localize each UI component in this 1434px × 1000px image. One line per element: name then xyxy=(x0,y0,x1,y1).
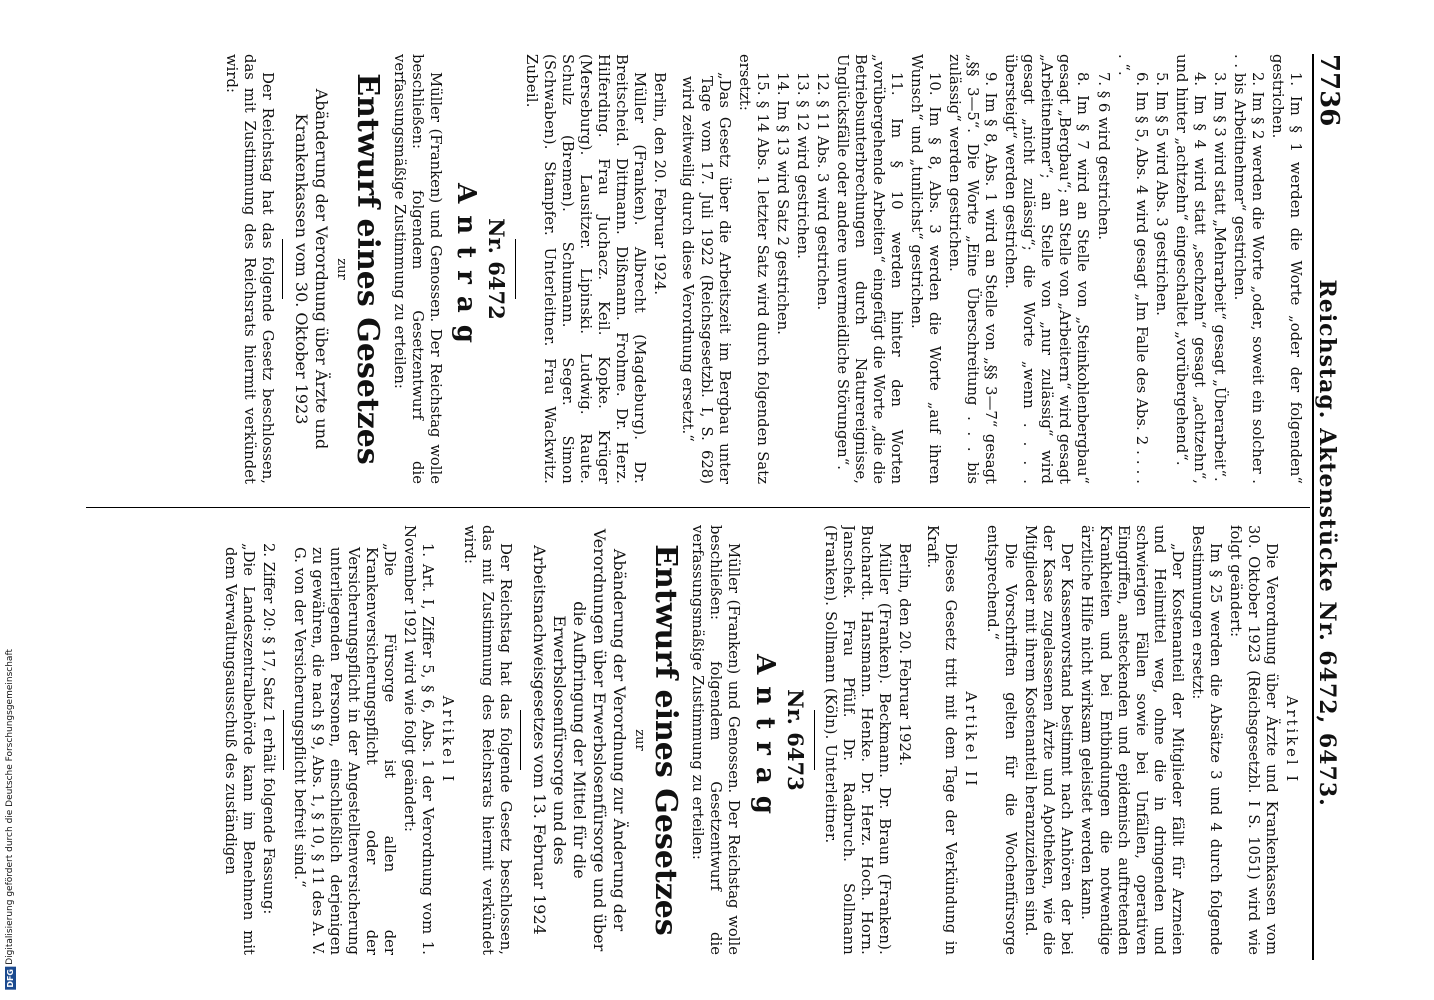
text-line: 4. Im § 4 wird statt „sechzehn“ gesagt „achtzehn“, und hinter „achtzehn“ eingeschaltet „vorübergehend“. xyxy=(1172,54,1208,484)
antrag-heading: Antrag xyxy=(451,183,482,355)
document-number: Nr. 6472 xyxy=(484,218,510,320)
divider-rule xyxy=(283,710,284,770)
text-line: 13. § 12 wird gestrichen. xyxy=(793,72,811,259)
divider-rule xyxy=(521,710,522,770)
text-line: 1. Im § 1 werden die Worte „oder der folgenden“ gestrichen. xyxy=(1268,54,1304,484)
text-line: Dieses Gesetz tritt mit dem Tage der Verkündung in Kraft. xyxy=(924,525,960,955)
artikel-heading: Artikel II xyxy=(962,691,980,789)
quoted-text: „Die Fürsorge ist allen der Krankenversicherungspflicht oder der Versicherungspflicht in der Angestelltenversicherung unterliegenden Personen, einschließlich derjenigen zu gewähren, die nach § 9, Abs. 1, § 10, § 11 des A. V. G. von der Versicherungspflicht befreit sind.“ xyxy=(290,543,399,955)
document-number: Nr. 6473 xyxy=(782,689,808,791)
text-line: 11. Im § 10 werden hinter den Worten „vorübergehende Arbeiten“ eingefügt die Worte „die die Betriebsunterbrechungen durch Naturereignisse, Unglücksfälle oder andere unvermeidliche Störungen“. xyxy=(833,54,906,484)
law-subtitle: Abänderung der Verordnung über Ärzte und Krankenkassen vom 30. Oktober 1923 xyxy=(291,88,331,450)
text-line: 8. Im § 7 wird an Stelle von „Steinkohlenbergbau“ gesagt „Bergbau“; an Stelle von „Arbeitern“ wird gesagt „Arbeitnehmer“; an Stelle von „nur zulässig“ wird gesagt „nicht zulässig“; die Worte „wenn . . . . übersteigt“ werden gestrichen. xyxy=(1002,54,1092,484)
text-line: Die Verordnung über Ärzte und Krankenkassen vom 30. Oktober 1923 (Reichsgesetzbl. I S. 1051) wird wie folgt geändert: xyxy=(1226,525,1280,955)
divider-rule xyxy=(515,239,516,299)
text-line: 3. Im § 3 wird statt „Mehrarbeit“ gesagt „Überarbeit“. xyxy=(1210,72,1228,482)
text-line: 2. Im § 2 werden die Worte „oder, soweit ein solcher . . . bis Arbeitnehmer“ gestrichen. xyxy=(1230,54,1266,484)
quoted-text: „Der Kostenanteil der Mitglieder fällt für Arzneien und Heilmittel weg, ohne die in dringenden und schwierigen Fällen sowie bei Unfällen, operativen Eingriffen, ansteckenden und epidemisch auftretenden Krankheiten und bei Entbindungen die notwendige ärztliche Hilfe nicht wirksam geleistet werden kann. xyxy=(1078,525,1186,955)
text-line: 5. Im § 5 wird Abs. 3 gestrichen. xyxy=(1152,72,1170,316)
divider-rule xyxy=(814,710,815,770)
antrag-heading: Antrag xyxy=(750,654,781,826)
quoted-text: Der Kassenvorstand bestimmt nach Anhören der bei der Kasse zugelassenen Ärzte und Apotheken, wie die Mitglieder mit ihrem Kostenanteil heranzuziehen sind. xyxy=(1022,525,1076,955)
text-line: 15. § 14 Abs. 1 letzter Satz wird durch folgenden Satz ersetzt: xyxy=(735,54,771,484)
text-line: 2. Ziffer 20: § 17, Satz 1 erhält folgende Fassung: xyxy=(259,543,277,915)
closing-text: Der Reichstag hat das folgende Gesetz beschlossen, das mit Zustimmung des Reichsrats hiermit verkündet wird: xyxy=(222,54,276,484)
date-line: Berlin, den 20. Februar 1924. xyxy=(651,72,669,296)
footer-text: Digitalisierung gefördert durch die Deutsche Forschungsgemeinschaft xyxy=(5,648,15,965)
text-line: 1. Art. I, Ziffer 5, § 6, Abs. 1 der Verordnung vom 1. November 1921 wird wie folgt geändert: xyxy=(401,525,437,955)
text-line: 9. Im § 8, Abs. 1 wird an Stelle von „§§ 3—7“ gesagt „§§ 3—5“. Die Worte „Eine Überschreitung . . . bis zulässig“ werden gestrichen. xyxy=(946,54,1000,484)
artikel-heading: Artikel I xyxy=(1283,695,1300,785)
quoted-text: Die Vorschriften gelten für die Wochenfürsorge entsprechend.“ xyxy=(984,525,1020,955)
divider-rule xyxy=(282,239,283,299)
document-page xyxy=(72,20,1362,980)
dfg-logo: DFG xyxy=(5,969,15,988)
entwurf-heading: Entwurf eines Gesetzes xyxy=(648,544,684,936)
text-line: 10. Im § 8, Abs. 3 werden die Worte „auf ihren Wunsch“ und „tunlichst“ gestrichen. xyxy=(908,54,944,484)
right-column xyxy=(92,525,1304,955)
zur-label: zur xyxy=(333,258,349,280)
antrag-text: Müller (Franken) und Genossen. Der Reichstag wolle beschließen: folgendem Gesetzentwurf die verfassungsmäßige Zustimmung zu erteilen: xyxy=(689,525,743,955)
page-number: 7736 xyxy=(1314,54,1344,127)
left-column xyxy=(92,54,1304,484)
text-line: 7. § 6 wird gestrichen. xyxy=(1094,72,1112,241)
closing-text: Der Reichstag hat das folgende Gesetz beschlossen, das mit Zustimmung des Reichsrats hiermit verkündet wird: xyxy=(461,525,515,955)
date-line: Berlin, den 20. Februar 1924. xyxy=(896,543,914,767)
signatures: Müller (Franken). Albrecht (Magdeburg). Dr. Breitscheid. Dittmann. Dißmann. Frohme. Dr. Herz. Hilferding. Frau Juchacz. Keil. Kopke. Krüger (Merseburg). Lausitzer. Lipinski. Ludwig. Raute. Schulz (Bremen). Schumann. Seger. Simon (Schwaben). Stampfer. Unterleitner. Frau Wackwitz. Zubeil. xyxy=(523,54,649,484)
page-header xyxy=(1312,54,1348,960)
column-divider xyxy=(86,507,1310,508)
signatures: Müller (Franken). Beckmann. Dr. Braun (Franken). Buchardt. Hansmann. Henke. Dr. Herz. Hoch. Horn. Janschek. Frau Pfülf. Dr. Radbruch. Sollmann (Franken). Sollmann (Köln). Unterleitner. xyxy=(821,525,894,955)
artikel-heading: Artikel I xyxy=(439,695,457,785)
text-line: 12. § 11 Abs. 3 wird gestrichen. xyxy=(813,72,831,311)
text-line: 14. Im § 13 wird Satz 2 gestrichen. xyxy=(773,72,791,335)
footer-credit xyxy=(2,10,18,990)
entwurf-heading: Entwurf eines Gesetzes xyxy=(349,73,385,465)
antrag-text: Müller (Franken) und Genossen. Der Reichstag wolle beschließen: folgendem Gesetzentwurf die verfassungsmäßige Zustimmung zu erteilen: xyxy=(390,54,444,484)
law-subtitle: Abänderung der Verordnung zur Änderung der Verordnungen über Erwerbslosenfürsorge und über die Aufbringung der Mittel für die Erwerbslosenfürsorge und des Arbeitsnachweisgesetzes vom 13. Februar 1924 xyxy=(530,528,630,952)
zur-label: zur xyxy=(632,729,648,751)
page-title: Reichstag. Aktenstücke Nr. 6472, 6473. xyxy=(1314,279,1340,807)
text-line: Im § 25 werden die Absätze 3 und 4 durch folgende Bestimmungen ersetzt: xyxy=(1188,525,1224,955)
quoted-text: „Die Landeszentralbehörde kann im Benehmen mit dem Verwaltungsausschuß des zuständigen xyxy=(221,543,257,955)
quoted-text: „Das Gesetz über die Arbeitszeit im Bergbau unter Tage vom 17. Juli 1922 (Reichsgesetzbl. I, S. 628) wird zeitweilig durch diese Verordnung ersetzt.“ xyxy=(679,72,733,484)
text-line: 6. Im § 5, Abs. 4 wird gesagt „Im Falle des Abs. 2 . . . . . “. xyxy=(1114,54,1150,484)
